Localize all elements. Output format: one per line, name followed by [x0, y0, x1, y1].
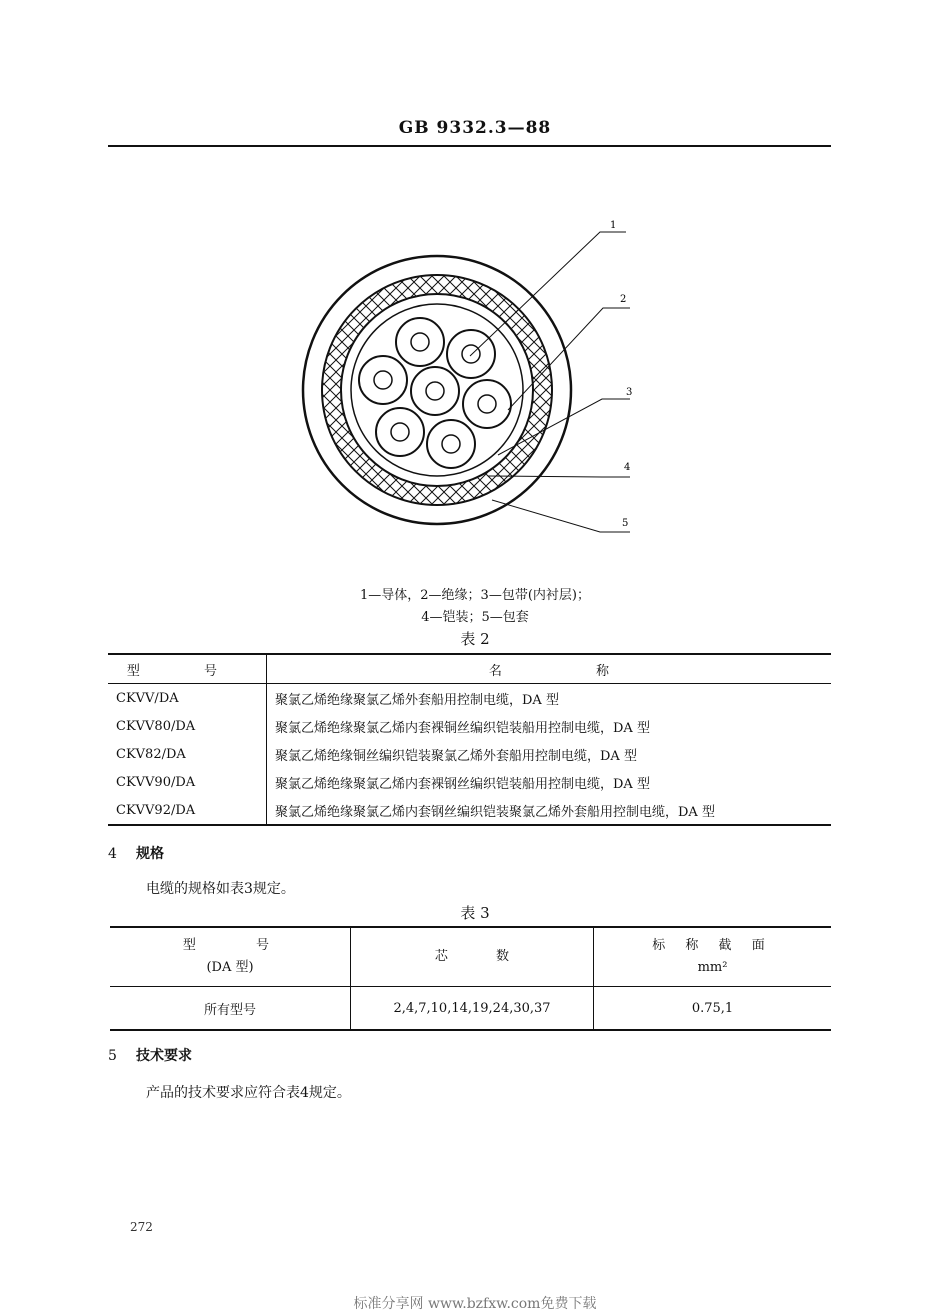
table2-title: 表 2 [460, 630, 490, 648]
table2 [108, 653, 831, 826]
table2-cell-model: CKVV92/DA [108, 796, 267, 825]
table3-header-model-label: 型 号 [182, 938, 278, 953]
table3-cell-model: 所有型号 [110, 987, 351, 1031]
section5-text: 产品的技术要求应符合表4规定。 [146, 1085, 351, 1101]
table3-header-model-sub: (DA 型) [206, 960, 254, 975]
leader-label-3: 3 [626, 387, 633, 398]
table3-header-model [110, 927, 351, 987]
section4-title: 规格 [136, 846, 164, 862]
section4-number: 4 [108, 846, 117, 862]
table3-cell-cores: 2,4,7,10,14,19,24,30,37 [351, 987, 594, 1031]
standard-code: GB 9332.3—88 [398, 118, 552, 138]
table3-title: 表 3 [460, 904, 490, 922]
table2-header-model: 型 号 [108, 654, 267, 684]
cable-cross-section-figure [290, 210, 650, 540]
leader-label-4: 4 [624, 462, 631, 473]
header-divider [108, 145, 831, 147]
table2-header-name: 名 称 [267, 654, 832, 684]
table-row [110, 987, 831, 1031]
table2-cell-model: CKVV/DA [108, 684, 267, 713]
table3-header-section-unit: mm² [697, 960, 728, 975]
table3-header-cores [351, 927, 594, 987]
table2-cell-name: 聚氯乙烯绝缘聚氯乙烯内套钢丝编织铠装聚氯乙烯外套船用控制电缆，DA 型 [275, 804, 715, 820]
table2-cell-name: 聚氯乙烯绝缘聚氯乙烯内套裸铜丝编织铠装船用控制电缆，DA 型 [275, 720, 650, 736]
footer-watermark: 标准分享网 www.bzfxw.com免费下载 [353, 1296, 597, 1312]
leader-label-2: 2 [620, 294, 627, 305]
page-number: 272 [130, 1220, 153, 1234]
leader-label-1: 1 [610, 220, 617, 231]
table2-cell-model: CKV82/DA [108, 740, 267, 768]
table2-cell-model: CKVV90/DA [108, 768, 267, 796]
section4-heading [108, 843, 164, 863]
section5-heading [108, 1045, 192, 1065]
figure-caption-line2: 4—铠装；5—包套 [421, 610, 529, 625]
table-row [108, 740, 831, 768]
table-row [108, 768, 831, 796]
leader-label-5: 5 [622, 518, 629, 529]
table-row [108, 796, 831, 825]
table-row [108, 684, 831, 713]
section4-text: 电缆的规格如表3规定。 [146, 881, 295, 897]
section5-title: 技术要求 [136, 1048, 192, 1064]
table2-cell-model: CKVV80/DA [108, 712, 267, 740]
table2-cell-name: 聚氯乙烯绝缘铜丝编织铠装聚氯乙烯外套船用控制电缆，DA 型 [275, 748, 637, 764]
table-row [108, 712, 831, 740]
table2-cell-name: 聚氯乙烯绝缘聚氯乙烯内套裸钢丝编织铠装船用控制电缆，DA 型 [275, 776, 650, 792]
table3-header-cores-label: 芯 数 [434, 949, 510, 964]
figure-caption-line1: 1—导体，2—绝缘；3—包带(内衬层)； [360, 588, 590, 603]
table3 [110, 926, 831, 1031]
table2-cell-name: 聚氯乙烯绝缘聚氯乙烯外套船用控制电缆，DA 型 [275, 692, 559, 708]
table3-cell-section: 0.75,1 [691, 1000, 734, 1016]
section5-number: 5 [108, 1048, 117, 1064]
table3-header-section [594, 927, 832, 987]
table3-header-section-label: 标 称 截 面 [652, 938, 773, 953]
